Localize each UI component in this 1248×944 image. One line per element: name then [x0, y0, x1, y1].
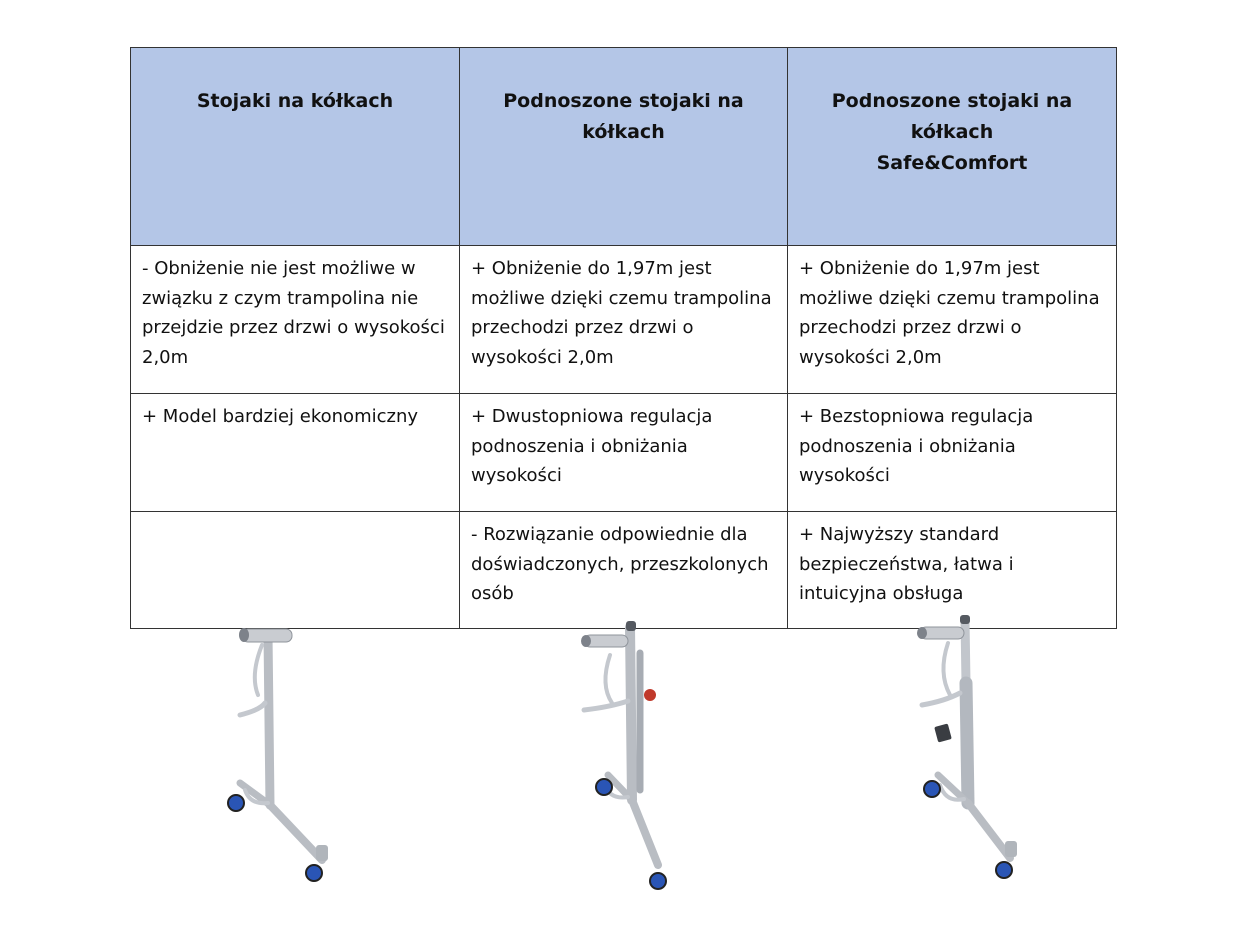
- table-cell: + Dwustopniowa regulacja podnoszenia i obniżania wysokości: [460, 394, 788, 512]
- header-row: [131, 48, 1117, 246]
- liftable-wheeled-stand-image: [570, 615, 680, 900]
- header-cell-safe-comfort: [788, 48, 1117, 246]
- table-row: [131, 512, 1117, 629]
- table-cell: + Najwyższy standard bezpieczeństwa, łatwa i intuicyjna obsługa: [788, 512, 1117, 629]
- safe-comfort-stand-image: [910, 613, 1030, 893]
- comparison-table: [130, 47, 1117, 629]
- table-cell: [131, 512, 460, 629]
- table-cell: + Obniżenie do 1,97m jest możliwe dzięki czemu trampolina przechodzi przez drzwi o wysokości 2,0m: [460, 246, 788, 394]
- header-line: kółkach: [582, 121, 665, 143]
- basic-wheeled-stand-image: [220, 615, 350, 895]
- header-line: Safe&Comfort: [876, 152, 1028, 174]
- header-cell-basic: [131, 48, 460, 246]
- table-cell: - Obniżenie nie jest możliwe w związku z czym trampolina nie przejdzie przez drzwi o wysokości 2,0m: [131, 246, 460, 394]
- header-cell-liftable: [460, 48, 788, 246]
- table-cell: + Obniżenie do 1,97m jest możliwe dzięki czemu trampolina przechodzi przez drzwi o wysokości 2,0m: [788, 246, 1117, 394]
- table-cell: + Bezstopniowa regulacja podnoszenia i obniżania wysokości: [788, 394, 1117, 512]
- table-row: [131, 246, 1117, 394]
- header-line: Podnoszone stojaki na: [831, 90, 1073, 112]
- header-line: Stojaki na kółkach: [196, 90, 394, 112]
- header-line: kółkach: [910, 121, 994, 143]
- table-cell: + Model bardziej ekonomiczny: [131, 394, 460, 512]
- table-row: [131, 394, 1117, 512]
- header-line: Podnoszone stojaki na: [503, 90, 744, 112]
- table-cell: - Rozwiązanie odpowiednie dla doświadczonych, przeszkolonych osób: [460, 512, 788, 629]
